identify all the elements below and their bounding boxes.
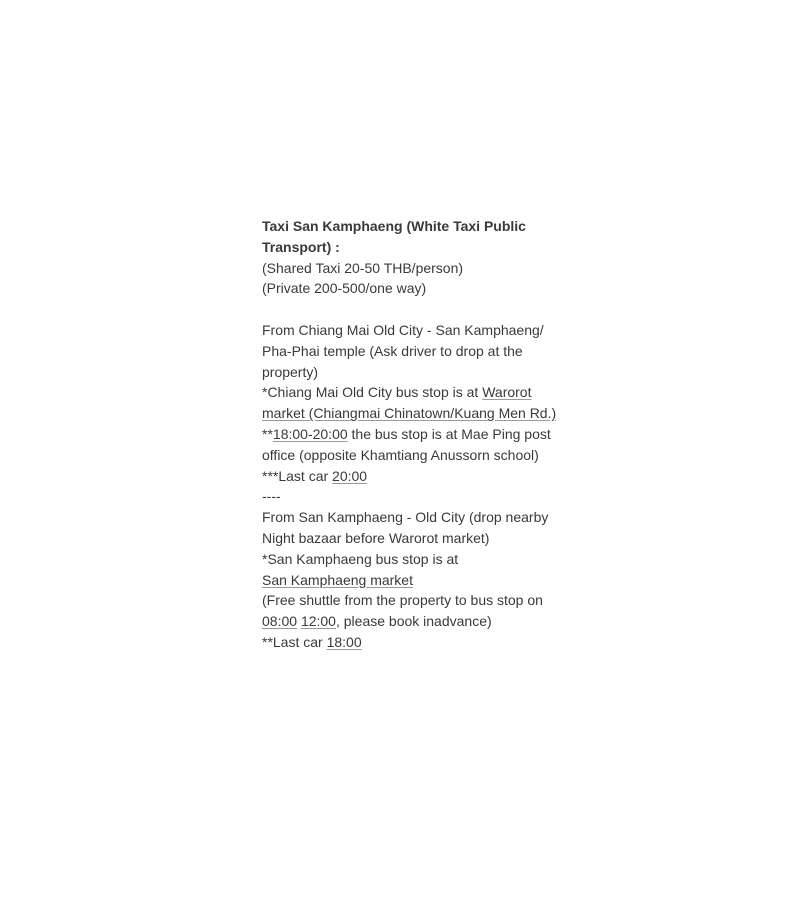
transport-note [262,216,562,653]
shared-taxi-price: (Shared Taxi 20-50 THB/person) [262,259,464,276]
evening-bus-stop-text: the bus stop is at Mae Ping post office (opposite Khamtiang Anussorn school) [262,425,551,463]
san-kamphaeng-bus-stop-label: *San Kamphaeng bus stop is at [262,550,459,567]
last-car-2-label: **Last car [262,633,327,650]
warorot-market-link[interactable]: Warorot market (Chiangmai Chinatown/Kuang Men Rd.) [262,384,557,422]
last-car-old-city [262,466,562,487]
san-kamphaeng-market-link[interactable]: San Kamphaeng market [262,571,413,588]
last-car-time-link[interactable]: 20:00 [332,467,368,484]
old-city-bus-stop-label: *Chiang Mai Old City bus stop is at [262,384,483,401]
route-to-san-kamphaeng-heading: From Chiang Mai Old City - San Kamphaeng/ Pha-Phai temple (Ask driver to drop at the property) [262,321,544,380]
evening-prefix: ** [262,425,273,442]
last-car-2-time-link[interactable]: 18:00 [326,633,362,650]
private-taxi-price: (Private 200-500/one way) [262,280,427,297]
old-city-bus-stop [262,382,562,424]
free-shuttle-info [262,590,562,632]
san-kamphaeng-bus-stop [262,570,562,591]
evening-time-link[interactable]: 18:00-20:00 [272,425,348,442]
spacer [262,299,562,320]
divider: ---- [262,488,281,505]
shuttle-time-1-link[interactable]: 08:00 [262,613,298,630]
shuttle-suffix: , please book inadvance) [335,613,492,630]
note-title: Taxi San Kamphaeng (White Taxi Public Transport) : [262,218,526,255]
last-car-label: ***Last car [262,467,333,484]
last-car-san-kamphaeng [262,632,562,653]
shuttle-time-2-link[interactable]: 12:00 [300,613,336,630]
evening-bus-stop [262,424,562,466]
route-to-old-city-heading: From San Kamphaeng - Old City (drop nearby Night bazaar before Warorot market) [262,509,549,546]
shuttle-prefix: (Free shuttle from the property to bus stop on [262,592,543,609]
